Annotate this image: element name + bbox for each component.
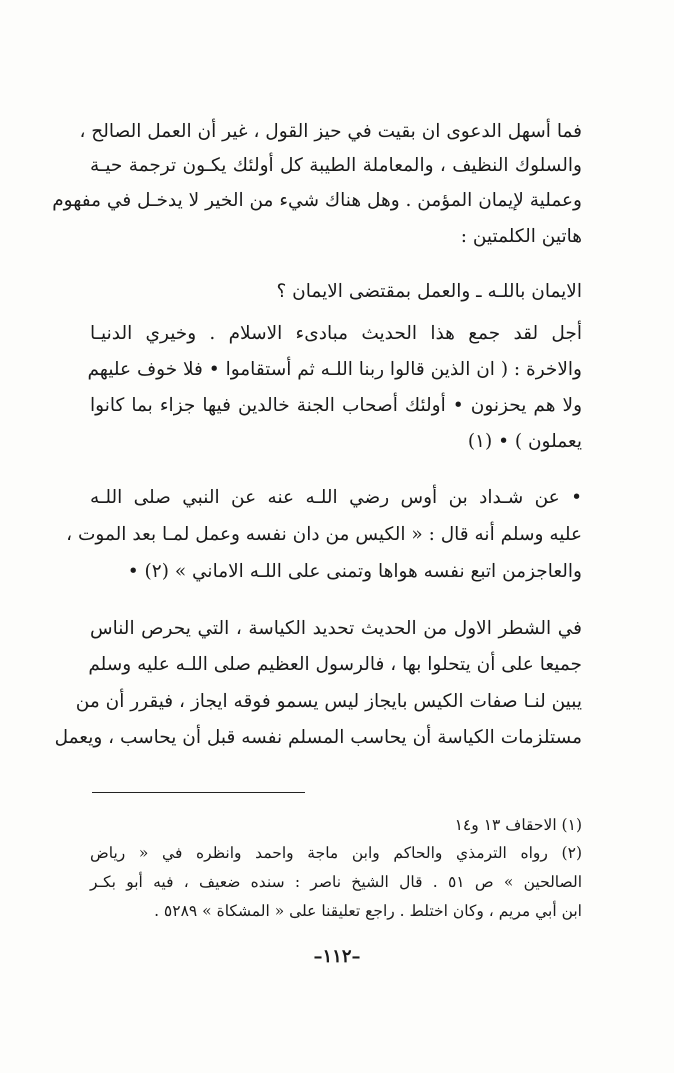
body-line: • عن شـداد بن أوس رضي اللـه عنه عن النبي صلى اللـه: [90, 487, 582, 508]
body-line: عليه وسلم أنه قال : « الكيس من دان نفسه وعمل لمـا بعد الموت ،: [66, 524, 582, 545]
footnote-divider: [92, 792, 305, 793]
footnote-line: الصالحين » ص ٥١ . قال الشيخ ناصر : سنده ضعيف ، فيه أبو بكـر: [90, 873, 583, 891]
body-line: هاتين الكلمتين :: [460, 226, 582, 247]
footnote-line: (١) الاحقاف ١٣ و١٤: [454, 816, 582, 834]
body-line: والعاجزمن اتبع نفسه هواها وتمنى على اللـه الاماني » (٢) •: [127, 561, 582, 582]
body-line: الايمان باللـه ـ والعمل بمقتضى الايمان ؟: [276, 281, 582, 302]
body-line: جميعا على أن يتحلوا بها ، فالرسول العظيم صلى اللـه عليه وسلم: [88, 654, 582, 675]
body-line: فما أسهل الدعوى ان بقيت في حيز القول ، غير أن العمل الصالح ،: [79, 121, 582, 142]
body-line: يبين لنـا صفات الكيس بايجاز ليس يسمو فوقه ايجاز ، فيقرر أن من: [75, 691, 582, 712]
body-line: وعملية لإيمان المؤمن . وهل هناك شيء من الخير لا يدخـل في مفهوم: [52, 190, 582, 211]
body-line: في الشطر الاول من الحديث تحديد الكياسة ، التي يحرص الناس: [90, 618, 582, 639]
body-line: يعملون ) • (١): [467, 431, 582, 452]
footnote-line: ابن أبي مريم ، وكان اختلط . راجع تعليقنا على « المشكاة » ٥٢٨٩ .: [154, 902, 582, 920]
body-line: أجل لقد جمع هذا الحديث مبادىء الاسلام . وخيري الدنيـا: [90, 323, 582, 344]
body-line: ولا هم يحزنون • أولئك أصحاب الجنة خالدين فيها جزاء بما كانوا: [90, 395, 582, 416]
footnote-line: (٢) رواه الترمذي والحاكم وابن ماجة واحمد وانظره في « رياض: [90, 844, 582, 862]
body-line: مستلزمات الكياسة أن يحاسب المسلم نفسه قبل أن يحاسب ، ويعمل: [54, 727, 582, 748]
page-number: –١١٢–: [313, 946, 361, 967]
body-line: والاخرة : ( ان الذين قالوا ربنا اللـه ثم أستقاموا • فلا خوف عليهم: [87, 359, 582, 380]
body-line: والسلوك النظيف ، والمعاملة الطيبة كل أولئك يكـون ترجمة حيـة: [90, 155, 582, 176]
